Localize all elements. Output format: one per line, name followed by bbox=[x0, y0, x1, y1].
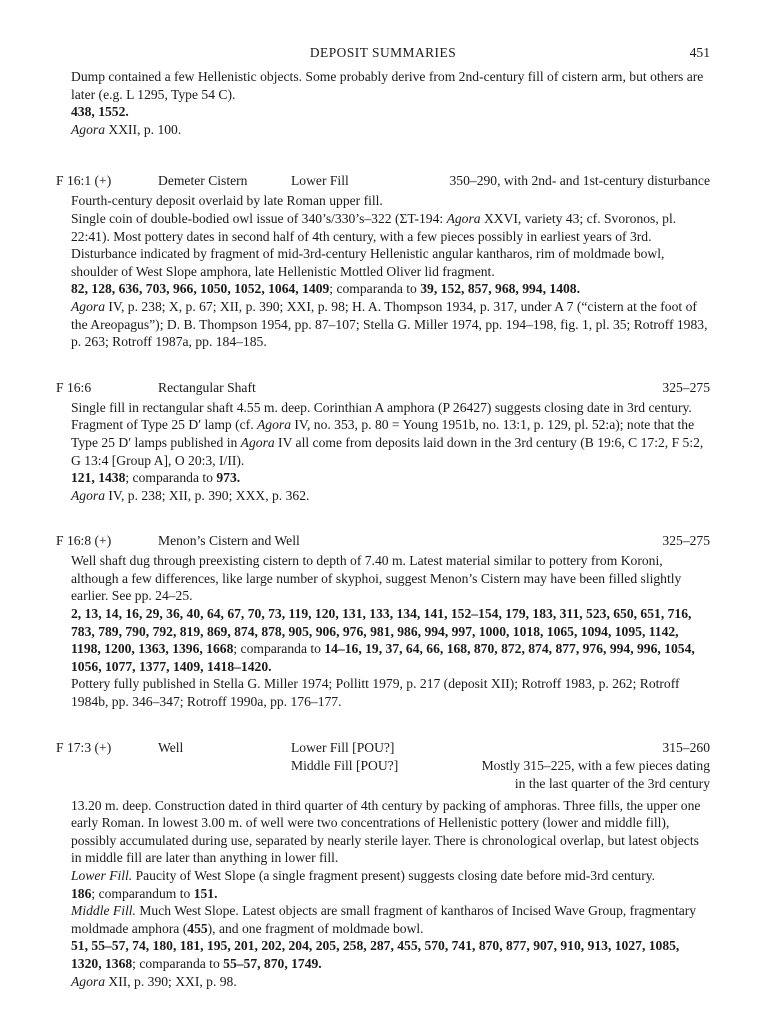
lower-fill-catalog bbox=[71, 885, 710, 903]
text-run: IV, no. 353, p. 80 = Young 1951b, no. 13:1, p. 129, pl. 52:a); note that the Type 25 D′ lamps published in bbox=[71, 417, 695, 450]
comparanda-numbers: 973 bbox=[216, 470, 237, 486]
text-run: Single coin of double-bodied owl issue of 340’s/330’s–322 (ΣΤ-194: bbox=[71, 210, 447, 226]
deposit-description bbox=[71, 399, 710, 469]
deposit-catalog bbox=[71, 605, 710, 675]
page bbox=[56, 44, 710, 990]
catalog-numbers: 438, 1552 bbox=[71, 104, 126, 120]
text-run: Much West Slope. Latest objects are small fragment of kantharos of Incised Wave Group, fragmentary moldmade amphora ( bbox=[71, 903, 697, 936]
reference-text: XII, p. 390; XXI, p. 98. bbox=[104, 973, 237, 989]
catalog-end: . bbox=[125, 104, 129, 120]
deposit-catalog bbox=[71, 469, 710, 487]
middle-fill-label: Middle Fill. bbox=[71, 903, 136, 919]
reference-series: Agora bbox=[71, 121, 105, 137]
comparanda-label: ; comparanda to bbox=[329, 281, 421, 297]
catalog-numbers: 121, 1438 bbox=[71, 470, 126, 486]
deposit-references: Pottery fully published in Stella G. Miller 1974; Pollitt 1979, p. 217 (deposit XII); Rotroff 1983, p. 262; Rotroff 1984b, pp. 346–347; Rotroff 1990a, pp. 176–177. bbox=[71, 676, 680, 710]
running-head bbox=[56, 44, 710, 68]
deposit-date: 325–275 bbox=[662, 533, 710, 549]
catalog-end: . bbox=[236, 470, 241, 486]
deposit-description: 13.20 m. deep. Construction dated in third quarter of 4th century by packing of amphoras. Three fills, the upper one early Roman. In lowest 3.00 m. of well were two concentrations of Hellenistic pottery (lower and middle fill), possibly accumulated during use, separated by nearly sterile layer. There is chronological overlap, but latest objects in middle fill are later than anything in lower fill. bbox=[71, 797, 701, 866]
deposit-date-lower: 315–260 bbox=[662, 739, 710, 755]
middle-fill-note bbox=[71, 902, 710, 937]
deposit-references bbox=[71, 487, 710, 505]
reference-series: Agora bbox=[240, 434, 275, 450]
deposit-name: Well bbox=[158, 739, 184, 755]
text-run: Paucity of West Slope (a single fragment present) suggests closing date before mid-3rd century. bbox=[132, 868, 656, 883]
reference-series: Agora bbox=[71, 973, 105, 989]
deposit-entry-f16-8 bbox=[56, 532, 710, 710]
deposit-date-middle: Mostly 315–225, with a few pieces dating bbox=[481, 757, 710, 773]
catalog-end: . bbox=[268, 658, 272, 674]
deposit-id: F 17:3 (+) bbox=[56, 739, 112, 755]
comparanda-label: ; comparanda to bbox=[233, 641, 325, 657]
intro-reference bbox=[71, 121, 710, 139]
comparanda-label: ; comparanda to bbox=[132, 955, 224, 971]
deposit-description: Well shaft dug through preexisting cistern to depth of 7.40 m. Latest material similar to pottery from Koroni, although a few differences, like large number of skyphoi, suggest Menon’s Cistern may have been filled slightly earlier. See pp. 24–25. bbox=[71, 553, 682, 604]
deposit-references bbox=[71, 298, 710, 351]
lower-fill-label: Lower Fill. bbox=[71, 868, 133, 883]
entry-heading bbox=[56, 532, 710, 552]
deposit-name: Rectangular Shaft bbox=[158, 379, 256, 395]
catalog-end: . bbox=[318, 955, 322, 971]
reference-series: Agora bbox=[71, 298, 105, 314]
deposit-name: Demeter Cistern bbox=[158, 173, 248, 189]
text-run: ), and one fragment of moldmade bowl. bbox=[207, 920, 424, 936]
comparanda-numbers: 151 bbox=[193, 885, 215, 901]
comparanda-numbers: 39, 152, 857, 968, 994, 1408 bbox=[420, 281, 577, 297]
deposit-date: 325–275 bbox=[662, 379, 710, 395]
catalog-end: . bbox=[214, 885, 218, 901]
entry-heading bbox=[56, 379, 710, 399]
comparanda-numbers: 14–16, 19, 37, 64, 66, 168, 870, 872, 874, 877, 976, 994, 996, 1054, 1056, 1077, 1377, 1409, 1418–1420 bbox=[71, 641, 695, 674]
deposit-date: 350–290, with 2nd- and 1st-century disturbance bbox=[449, 173, 710, 189]
reference-series: Agora bbox=[257, 417, 291, 433]
deposit-entry-f16-1 bbox=[56, 172, 710, 350]
deposit-fill-lower: Lower Fill [POU?] bbox=[291, 739, 395, 755]
reference-text: XXII, p. 100. bbox=[104, 121, 182, 137]
intro-text: Dump contained a few Hellenistic objects. Some probably derive from 2nd-century fill of cistern arm, but others are later (e.g. L 1295, Type 54 C). bbox=[71, 69, 704, 102]
deposit-id: F 16:6 bbox=[56, 379, 92, 395]
lower-fill-note bbox=[71, 867, 710, 885]
comparanda-numbers: 55–57, 870, 1749 bbox=[223, 955, 319, 971]
catalog-numbers: 2, 13, 14, 16, 29, 36, 40, 64, 67, 70, 73, 119, 120, 131, 133, 134, 141, 152–154, 179, 183, 311, 523, 650, 651, 716, 783, 789, 790, 792, 819, 869, 874, 878, 905, 906, 976, 981, 986, 994, 997, 1000, 1018, 1065, 1094, 1095, 1142, 1198, 1200, 1363, 1396, 1668 bbox=[71, 606, 692, 657]
deposit-description bbox=[71, 210, 710, 280]
comparanda-label: ; comparandum to bbox=[91, 885, 194, 901]
catalog-end: . bbox=[576, 281, 580, 297]
deposit-entry-f16-6 bbox=[56, 379, 710, 505]
deposit-summary: Fourth-century deposit overlaid by late Roman upper fill. bbox=[71, 193, 383, 209]
deposit-id: F 16:1 (+) bbox=[56, 173, 112, 189]
catalog-numbers: 186 bbox=[71, 885, 92, 901]
text-run: Single fill in rectangular shaft 4.55 m. deep. Corinthian A amphora (P 26427) suggests closing date in 3rd century. Fragment of Type 25 D′ lamp (cf. bbox=[71, 399, 692, 433]
reference-text: IV, p. 238; XII, p. 390; XXX, p. 362. bbox=[104, 487, 310, 503]
entry-heading bbox=[56, 172, 710, 192]
intro-catalog bbox=[71, 103, 710, 121]
text-run: IV all come from deposits laid down in the 3rd century (B 19:6, C 17:2, F 5:2, G 13:4 [Group A], O 20:3, I/II). bbox=[71, 434, 704, 468]
page-number: 451 bbox=[689, 45, 710, 60]
entry-heading bbox=[56, 739, 710, 797]
catalog-numbers: 51, 55–57, 74, 180, 181, 195, 201, 202, 204, 205, 258, 287, 455, 570, 741, 870, 877, 907, 910, 913, 1027, 1085, 1320, 1368 bbox=[71, 938, 680, 971]
deposit-catalog bbox=[71, 280, 710, 298]
deposit-id: F 16:8 (+) bbox=[56, 533, 112, 549]
deposit-fill: Lower Fill bbox=[291, 173, 349, 189]
deposit-entry-f17-3 bbox=[56, 739, 710, 991]
catalog-ref: 455 bbox=[187, 920, 208, 936]
deposit-fill-middle: Middle Fill [POU?] bbox=[291, 757, 399, 773]
reference-series: Agora bbox=[71, 487, 105, 503]
catalog-numbers: 82, 128, 636, 703, 966, 1050, 1052, 1064, 1409 bbox=[71, 281, 330, 297]
reference-series: Agora bbox=[446, 210, 481, 226]
reference-text: IV, p. 238; X, p. 67; XII, p. 390; XXI, p. 98; H. A. Thompson 1934, p. 317, under A 7 (“cistern at the foot of the Areopagus”); D. B. Thompson 1954, pp. 87–107; Stella G. Miller 1974, pp. 194–198, fig. 1, pl. 35; Rotroff 1983, p. 263; Rotroff 1987a, pp. 184–185. bbox=[71, 298, 708, 350]
deposit-references bbox=[71, 973, 710, 991]
text-run: XXVI, variety 43; cf. Svoronos, pl. 22:41). Most pottery dates in second half of 4th century, with a few pieces possibly in earliest years of 3rd. Disturbance indicated by fragment of mid-3rd-century Hellenistic angular kantharos, rim of moldmade bowl, shoulder of West Slope amphora, late Hellenistic Mottled Oliver lid fragment. bbox=[71, 210, 677, 279]
deposit-name: Menon’s Cistern and Well bbox=[158, 533, 300, 549]
deposit-date-middle-cont: in the last quarter of the 3rd century bbox=[514, 775, 710, 791]
running-title: DEPOSIT SUMMARIES bbox=[309, 45, 457, 60]
middle-fill-catalog bbox=[71, 937, 710, 972]
intro-entry bbox=[56, 68, 710, 138]
comparanda-label: ; comparanda to bbox=[125, 470, 217, 486]
